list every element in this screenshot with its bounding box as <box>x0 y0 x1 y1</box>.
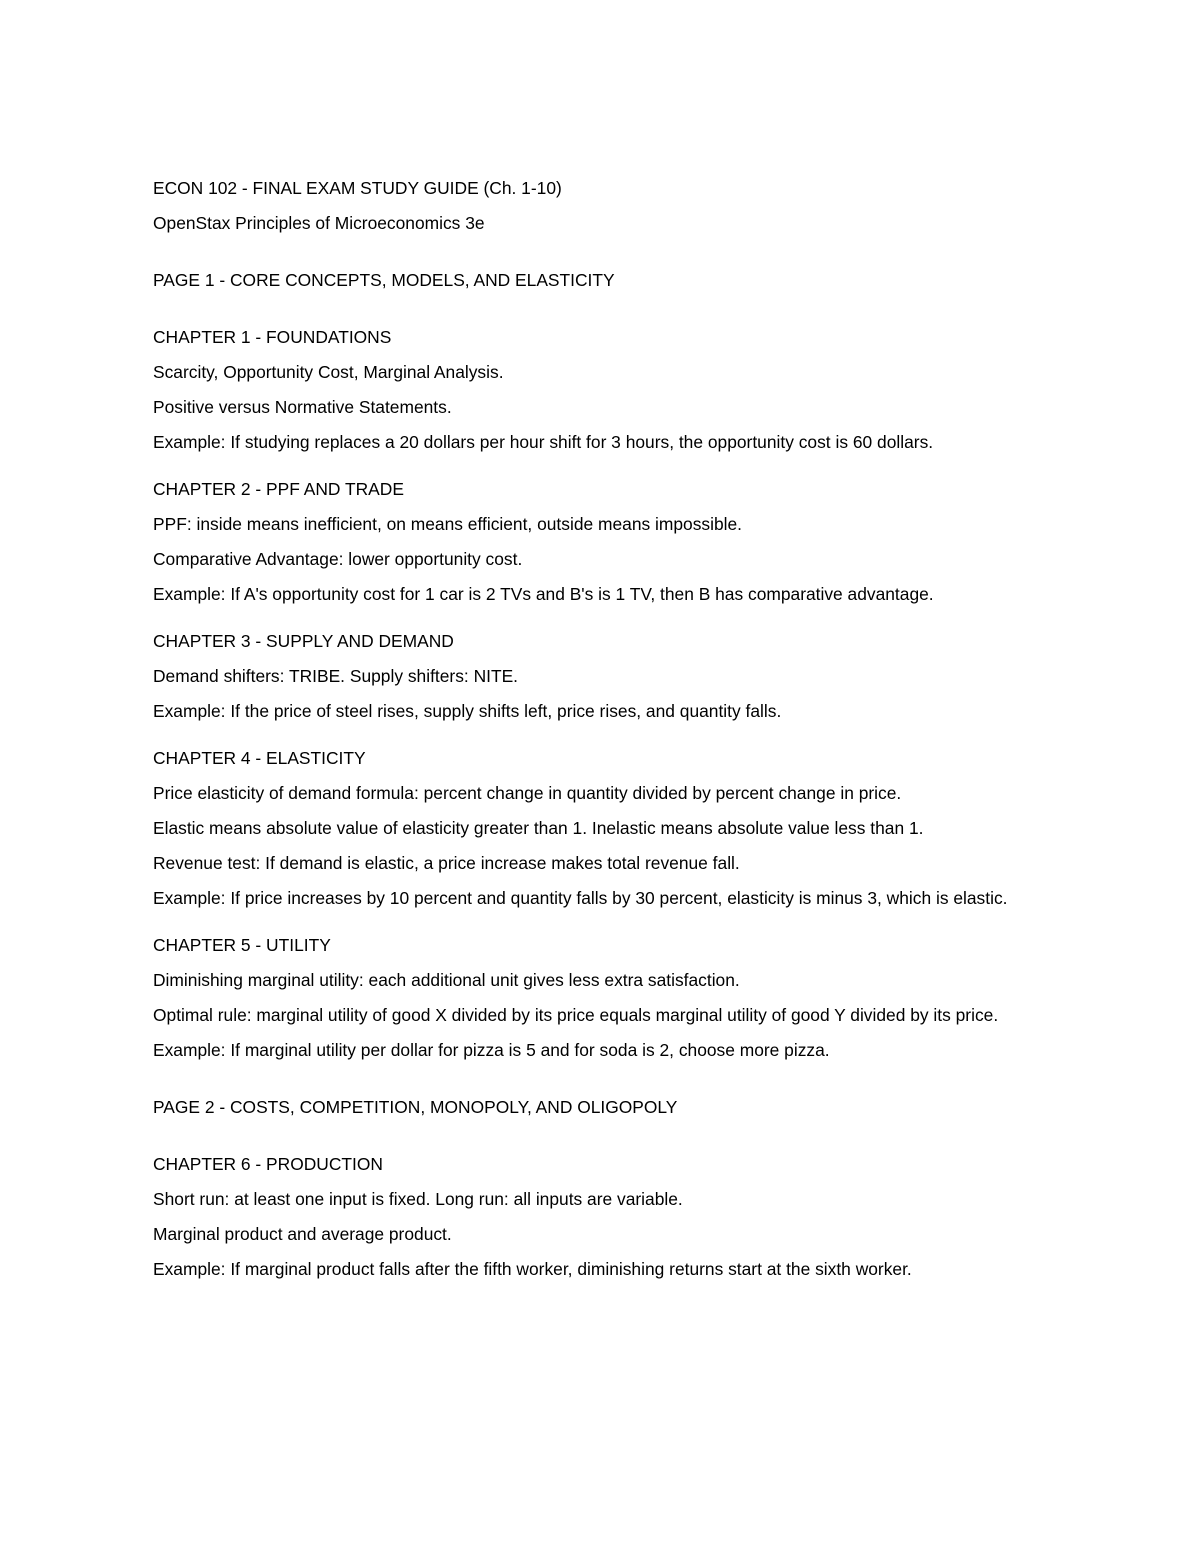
document-title: ECON 102 - FINAL EXAM STUDY GUIDE (Ch. 1-10) <box>153 178 562 198</box>
chapter-line: Marginal product and average product. <box>153 1224 452 1244</box>
chapter-6-section <box>153 1152 1058 1281</box>
chapter-line: Optimal rule: marginal utility of good X divided by its price equals marginal utility of good Y divided by its price. <box>153 1005 999 1025</box>
chapter-line: PPF: inside means inefficient, on means efficient, outside means impossible. <box>153 514 743 534</box>
chapter-4-section <box>153 746 1058 910</box>
chapter-line: Positive versus Normative Statements. <box>153 397 452 417</box>
chapter-line: Short run: at least one input is fixed. Long run: all inputs are variable. <box>153 1189 683 1209</box>
chapter-line: Revenue test: If demand is elastic, a price increase makes total revenue fall. <box>153 853 740 873</box>
chapter-1-section <box>153 325 1058 454</box>
chapter-heading: CHAPTER 5 - UTILITY <box>153 935 331 955</box>
document-content <box>153 176 1058 1281</box>
chapter-line: Example: If price increases by 10 percent and quantity falls by 30 percent, elasticity is minus 3, which is elastic. <box>153 888 1008 908</box>
chapter-heading: CHAPTER 2 - PPF AND TRADE <box>153 479 404 499</box>
chapter-5-section <box>153 933 1058 1062</box>
chapter-line: Comparative Advantage: lower opportunity cost. <box>153 549 523 569</box>
chapter-heading: CHAPTER 3 - SUPPLY AND DEMAND <box>153 631 454 651</box>
chapter-line: Example: If A's opportunity cost for 1 car is 2 TVs and B's is 1 TV, then B has comparative advantage. <box>153 584 934 604</box>
chapter-line: Scarcity, Opportunity Cost, Marginal Analysis. <box>153 362 504 382</box>
chapter-heading: CHAPTER 4 - ELASTICITY <box>153 748 366 768</box>
chapter-line: Diminishing marginal utility: each additional unit gives less extra satisfaction. <box>153 970 740 990</box>
chapter-2-section <box>153 477 1058 606</box>
chapter-3-section <box>153 629 1058 723</box>
chapter-line: Elastic means absolute value of elasticity greater than 1. Inelastic means absolute value less than 1. <box>153 818 924 838</box>
chapter-line: Example: If marginal product falls after the fifth worker, diminishing returns start at the sixth worker. <box>153 1259 912 1279</box>
page2-heading: PAGE 2 - COSTS, COMPETITION, MONOPOLY, AND OLIGOPOLY <box>153 1097 678 1117</box>
chapter-line: Example: If the price of steel rises, supply shifts left, price rises, and quantity falls. <box>153 701 782 721</box>
page1-heading: PAGE 1 - CORE CONCEPTS, MODELS, AND ELASTICITY <box>153 270 615 290</box>
document-subtitle: OpenStax Principles of Microeconomics 3e <box>153 213 485 233</box>
chapter-line: Price elasticity of demand formula: percent change in quantity divided by percent change in price. <box>153 783 902 803</box>
chapter-line: Example: If marginal utility per dollar for pizza is 5 and for soda is 2, choose more pizza. <box>153 1040 830 1060</box>
chapter-line: Demand shifters: TRIBE. Supply shifters: NITE. <box>153 666 519 686</box>
chapter-heading: CHAPTER 1 - FOUNDATIONS <box>153 327 392 347</box>
chapter-heading: CHAPTER 6 - PRODUCTION <box>153 1154 383 1174</box>
chapter-line: Example: If studying replaces a 20 dollars per hour shift for 3 hours, the opportunity cost is 60 dollars. <box>153 432 934 452</box>
